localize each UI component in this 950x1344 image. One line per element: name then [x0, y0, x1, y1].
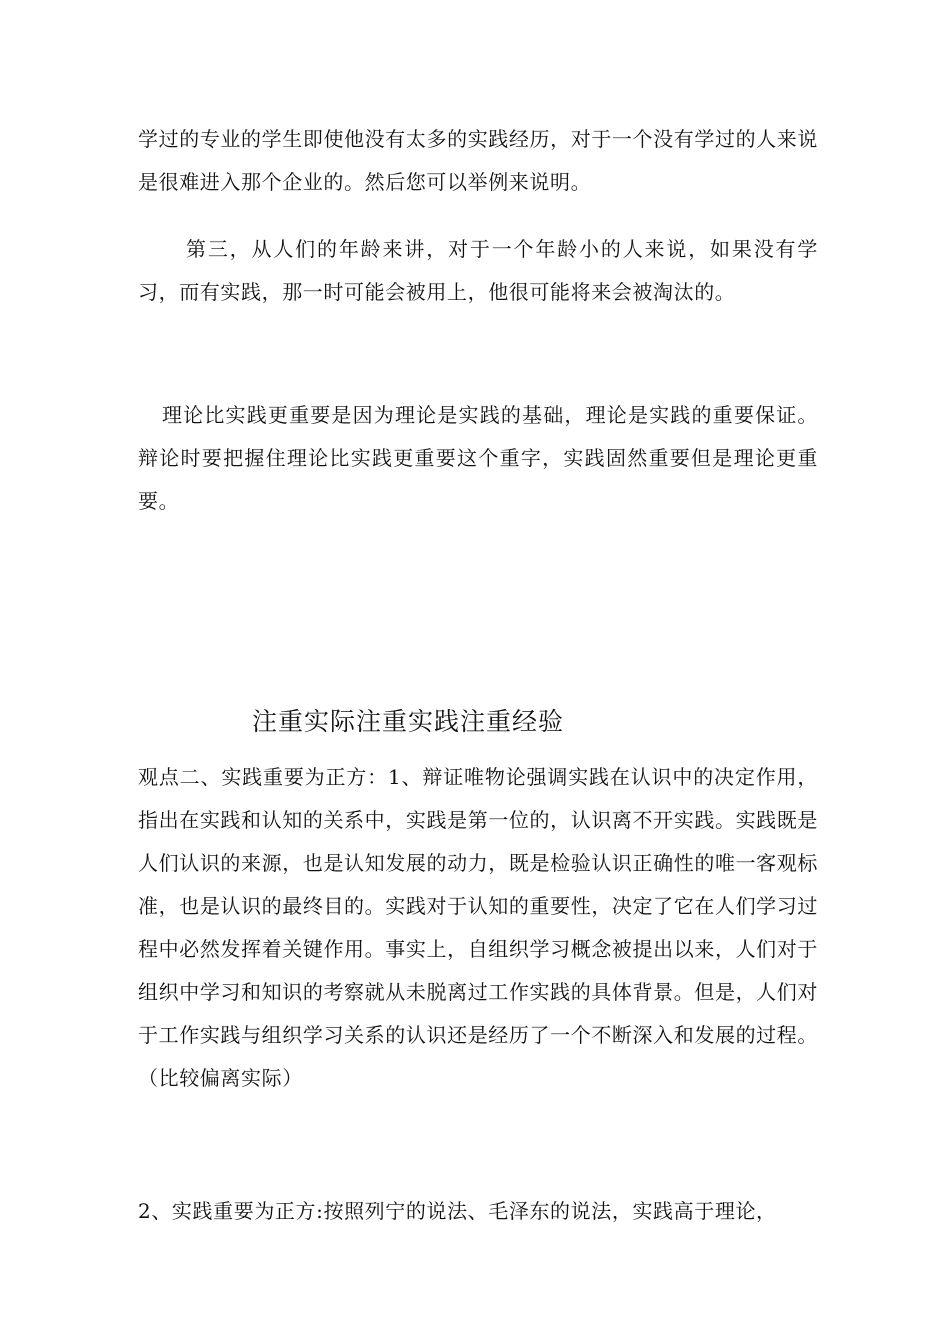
- paragraph-practice-point-two: 2、实践重要为正方:按照列宁的说法、毛泽东的说法，实践高于理论，: [138, 1199, 777, 1223]
- paragraph-viewpoint-two: 观点二、实践重要为正方：1、辩证唯物论强调实践在认识中的决定作用，指出在实践和认知的关系中，实践是第一位的，认识离不开实践。实践既是人们认识的来源，也是认知发展的动力，既是检验认识正确性的唯一客观标准，也是认识的最终目的。实践对于认知的重要性，决定了它在人们学习过程中必然发挥着关键作用。事实上，自组织学习概念被提出以来，人们对于组织中学习和知识的考察就从未脱离过工作实践的具体背景。但是，人们对于工作实践与组织学习关系的认识还是经历了一个不断深入和发展的过程。（比较偏离实际）: [138, 765, 818, 1090]
- paragraph-theory-importance: 理论比实践更重要是因为理论是实践的基础，理论是实践的重要保证。辩论时要把握住理论比实践更重要这个重字，实践固然重要但是理论更重要。: [138, 403, 818, 513]
- paragraph-third-point: 第三，从人们的年龄来讲，对于一个年龄小的人来说，如果没有学习，而有实践，那一时可能会被用上，他很可能将来会被淘汰的。: [138, 237, 818, 304]
- section-heading: 注重实际注重实践注重经验: [252, 707, 565, 736]
- paragraph-continuation: 学过的专业的学生即使他没有太多的实践经历，对于一个没有学过的人来说是很难进入那个企业的。然后您可以举例来说明。: [138, 127, 818, 194]
